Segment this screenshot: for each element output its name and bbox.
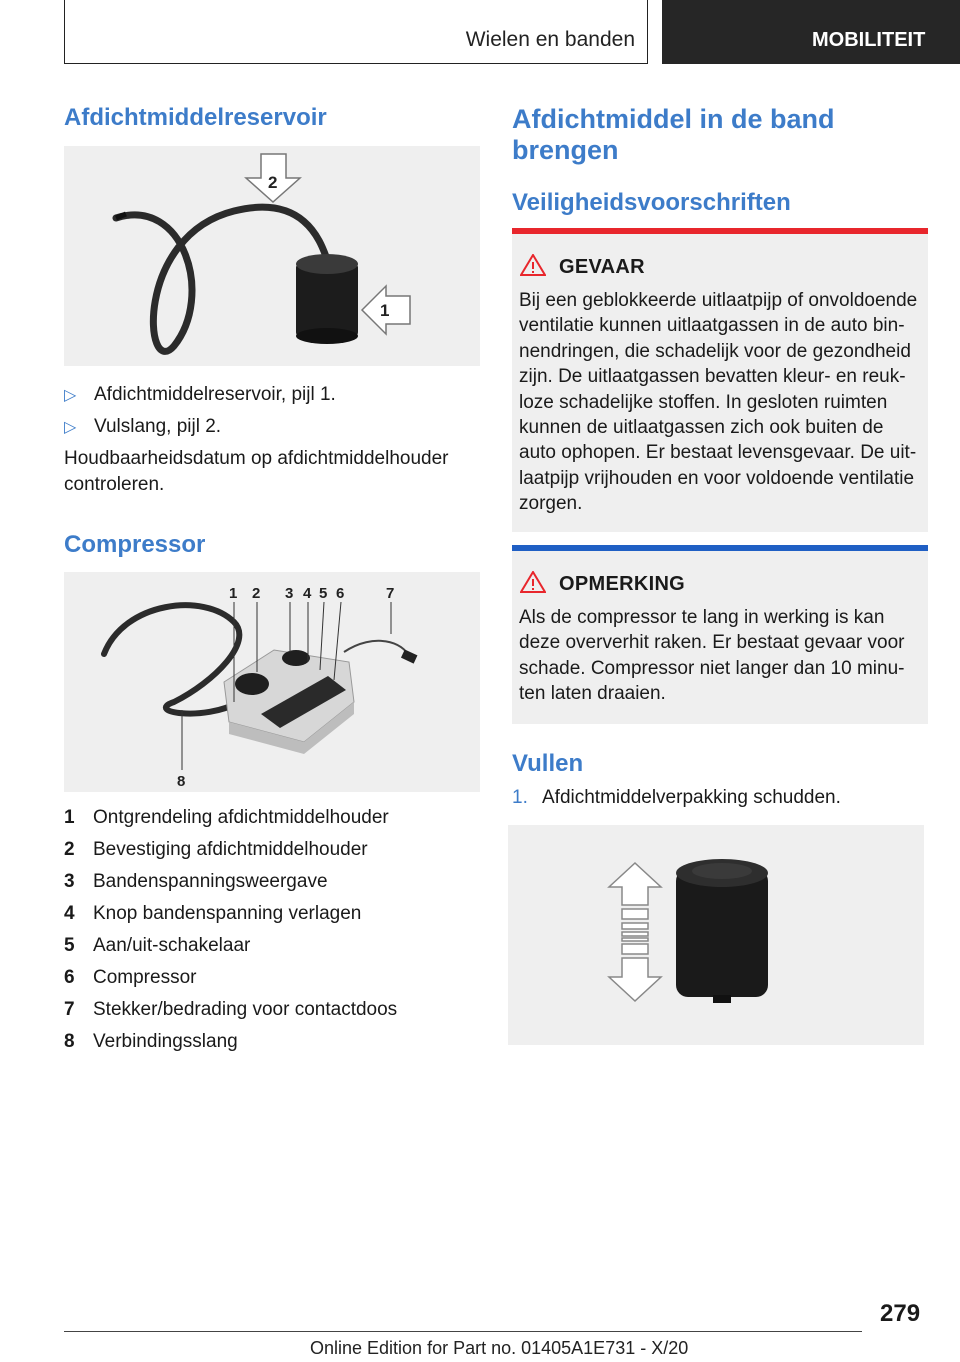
danger-body	[519, 288, 929, 517]
compressor-label-8: 8	[177, 773, 186, 790]
notice-line: ten laten draaien.	[519, 683, 666, 705]
legend-number: 8	[64, 1031, 75, 1052]
legend-text: Bandenspanningsweergave	[93, 871, 328, 892]
page-number: 279	[880, 1300, 921, 1327]
info-notice	[512, 545, 928, 724]
notice-line: schade. Compressor niet langer dan 10 minu-	[519, 657, 905, 679]
legend-item	[64, 834, 480, 866]
legend-text: Knop bandenspanning verlagen	[93, 903, 362, 924]
danger-bar	[512, 228, 928, 234]
step-number: 1.	[512, 787, 528, 808]
page-title-line-2: brengen	[512, 135, 619, 165]
legend-item	[64, 898, 480, 930]
compressor-legend	[64, 802, 480, 1058]
compressor-label-1: 1	[229, 585, 238, 602]
legend-text: Stekker/bedrading voor contactdoos	[93, 999, 398, 1020]
triangle-bullet-icon: ▷	[64, 419, 77, 436]
legend-item	[64, 802, 480, 834]
section-tab	[662, 0, 960, 64]
section-tab-label: MOBILITEIT	[812, 29, 926, 51]
footer-divider	[64, 1331, 862, 1332]
notice-body	[519, 605, 929, 707]
warning-triangle-icon	[520, 254, 546, 281]
legend-number: 7	[64, 999, 75, 1020]
list-item	[64, 414, 480, 441]
legend-number: 3	[64, 871, 75, 892]
shake-figure	[508, 825, 924, 1045]
notice-title: OPMERKING	[559, 573, 686, 595]
danger-title: GEVAAR	[559, 256, 645, 278]
bullet-text: Vulslang, pijl 2.	[94, 416, 222, 437]
reservoir-bullets	[64, 382, 480, 498]
legend-text: Bevestiging afdichtmiddelhouder	[93, 839, 368, 860]
danger-line: zijn. De uitlaatgassen bevatten kleur- en reuk-	[519, 366, 906, 388]
legend-number: 5	[64, 935, 75, 956]
compressor-label-3: 3	[285, 585, 294, 602]
legend-item	[64, 994, 480, 1026]
triangle-bullet-icon: ▷	[64, 387, 77, 404]
reservoir-paragraph: Houdbaarheidsdatum op afdichtmiddelhouder controleren.	[64, 448, 449, 495]
warning-triangle-icon	[520, 571, 546, 598]
filling-heading: Vullen	[512, 750, 584, 777]
safety-heading: Veiligheidsvoorschriften	[512, 189, 791, 216]
danger-line: ventilatie kunnen uitlaatgassen in de auto bin-	[519, 315, 905, 337]
compressor-label-4: 4	[303, 585, 312, 602]
legend-item	[64, 930, 480, 962]
danger-line: Bij een geblokkeerde uitlaatpijp of onvoldoende	[519, 290, 918, 311]
page-title-line-1: Afdichtmiddel in de band	[512, 104, 835, 134]
danger-line: loze schadelijke stoffen. In gesloten ruimten	[519, 391, 888, 413]
legend-number: 4	[64, 903, 75, 924]
legend-number: 6	[64, 967, 75, 988]
compressor-figure	[64, 572, 480, 792]
chapter-title: Wielen en banden	[465, 28, 635, 51]
reservoir-heading: Afdichtmiddelreservoir	[64, 104, 327, 131]
bullet-text: Afdichtmiddelreservoir, pijl 1.	[94, 384, 336, 405]
danger-notice	[512, 228, 928, 532]
legend-text: Compressor	[93, 967, 197, 988]
reservoir-label-1: 1	[380, 301, 390, 320]
reservoir-figure	[64, 146, 480, 366]
filling-step	[512, 785, 928, 811]
list-item	[64, 382, 480, 409]
danger-line: laatpijp vrijhouden en voor voldoende ventilatie	[519, 467, 915, 489]
shake-illustration	[508, 825, 924, 1045]
compressor-label-5: 5	[319, 585, 328, 602]
danger-line: auto ophopen. Er bestaat levensgevaar. De uit-	[519, 442, 917, 464]
legend-item	[64, 866, 480, 898]
reservoir-illustration	[64, 146, 480, 366]
step-text: Afdichtmiddelverpakking schudden.	[542, 787, 841, 808]
legend-text: Verbindingsslang	[93, 1031, 238, 1052]
compressor-heading: Compressor	[64, 531, 206, 558]
danger-line: nendringen, die schadelijk voor de gezondheid	[519, 340, 911, 362]
legend-text: Aan/uit-schakelaar	[93, 935, 251, 956]
compressor-label-6: 6	[336, 585, 345, 602]
notice-bar	[512, 545, 928, 551]
legend-item	[64, 962, 480, 994]
reservoir-label-2: 2	[268, 173, 278, 192]
page-title	[512, 104, 932, 166]
notice-line: Als de compressor te lang in werking is kan	[519, 607, 885, 628]
compressor-illustration	[64, 572, 480, 792]
danger-line: kunnen de uitlaatgassen zich ook buiten de	[519, 417, 884, 439]
compressor-label-2: 2	[252, 585, 261, 602]
legend-number: 2	[64, 839, 75, 860]
compressor-label-7: 7	[386, 585, 395, 602]
legend-number: 1	[64, 807, 75, 828]
notice-line: deze oververhit raken. Er bestaat gevaar voor	[519, 632, 905, 654]
footer-edition: Online Edition for Part no. 01405A1E731 - X/20	[310, 1338, 689, 1358]
legend-item	[64, 1026, 480, 1058]
danger-line: zorgen.	[519, 493, 583, 515]
legend-text: Ontgrendeling afdichtmiddelhouder	[93, 807, 389, 828]
